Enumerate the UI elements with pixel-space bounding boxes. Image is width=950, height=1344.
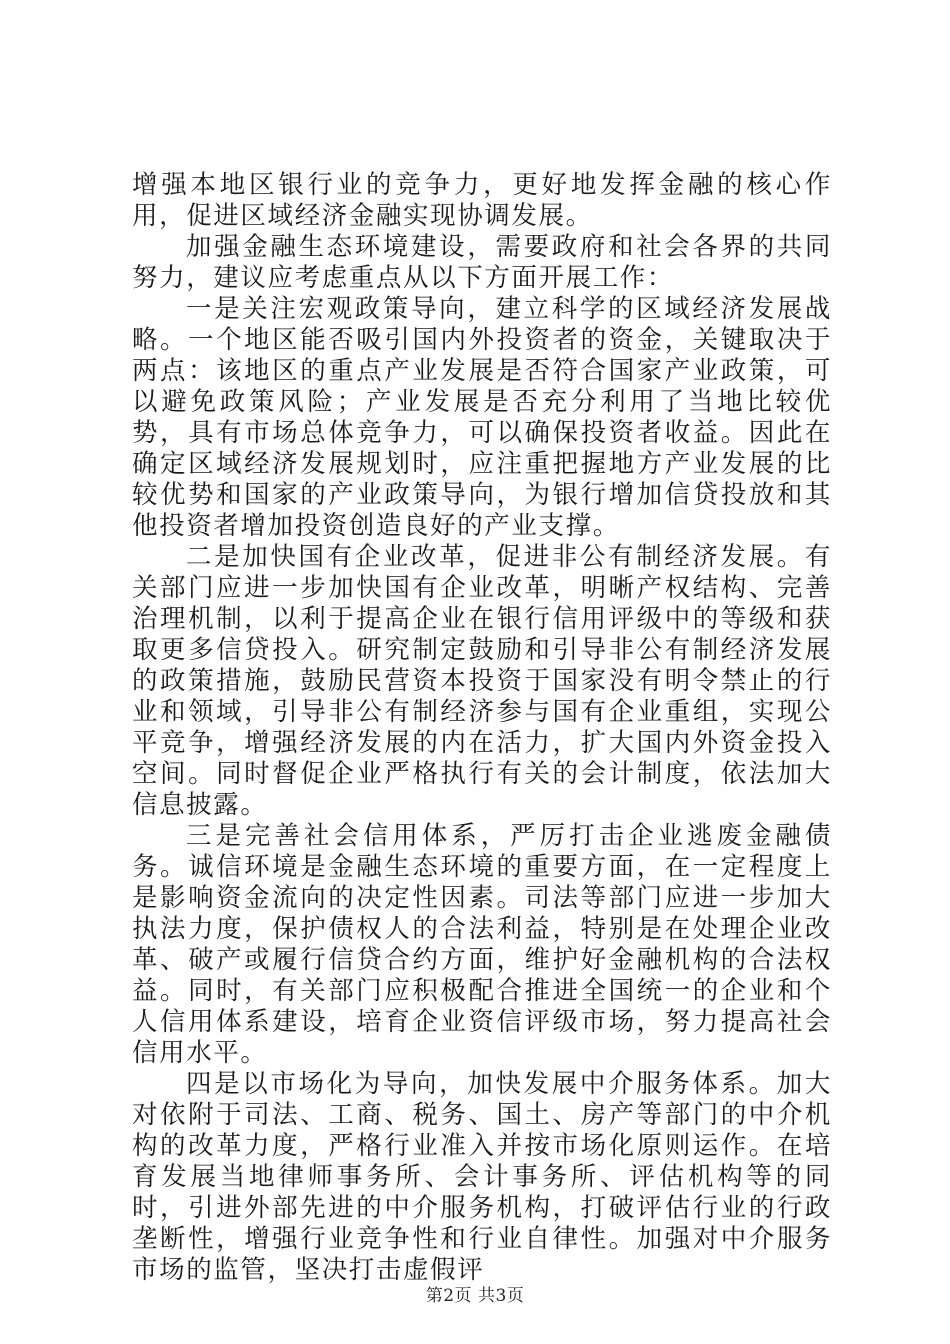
paragraph-intro: 加强金融生态环境建设，需要政府和社会各界的共同努力，建议应考虑重点从以下方面开展工作： <box>132 232 832 293</box>
paragraph-point-two: 二是加快国有企业改革，促进非公有制经济发展。有关部门应进一步加快国有企业改革，明晰产权结构、完善治理机制，以利于提高企业在银行信用评级中的等级和获取更多信贷投入。研究制定鼓励和引导非公有制经济发展的政策措施，鼓励民营资本投资于国家没有明令禁止的行业和领域，引导非公有制经济参与国有企业重组，实现公平竞争，增强经济发展的内在活力，扩大国内外资金投入空间。同时督促企业严格执行有关的会计制度，依法加大信息披露。 <box>132 542 832 820</box>
paragraph-point-four: 四是以市场化为导向，加快发展中介服务体系。加大对依附于司法、工商、税务、国土、房产等部门的中介机构的改革力度，严格行业准入并按市场化原则运作。在培育发展当地律师事务所、会计事务所、评估机构等的同时，引进外部先进的中介服务机构，打破评估行业的行政垄断性，增强行业竞争性和行业自律性。加强对中介服务市场的监管，坚决打击虚假评 <box>132 1069 832 1285</box>
paragraph-continuation: 增强本地区银行业的竞争力，更好地发挥金融的核心作用，促进区域经济金融实现协调发展。 <box>132 170 832 231</box>
page-footer: 第2页 共3页 <box>425 1286 525 1306</box>
paragraph-point-three: 三是完善社会信用体系，严厉打击企业逃废金融债务。诚信环境是金融生态环境的重要方面，在一定程度上是影响资金流向的决定性因素。司法等部门应进一步加大执法力度，保护债权人的合法利益，特别是在处理企业改革、破产或履行信贷合约方面，维护好金融机构的合法权益。同时，有关部门应积极配合推进全国统一的企业和个人信用体系建设，培育企业资信评级市场，努力提高社会信用水平。 <box>132 821 832 1068</box>
paragraph-point-one: 一是关注宏观政策导向，建立科学的区域经济发展战略。一个地区能否吸引国内外投资者的资金，关键取决于两点：该地区的重点产业发展是否符合国家产业政策，可以避免政策风险；产业发展是否充分利用了当地比较优势，具有市场总体竞争力，可以确保投资者收益。因此在确定区域经济发展规划时，应注重把握地方产业发展的比较优势和国家的产业政策导向，为银行增加信贷投放和其他投资者增加投资创造良好的产业支撑。 <box>132 294 832 541</box>
document-body <box>132 170 832 1286</box>
